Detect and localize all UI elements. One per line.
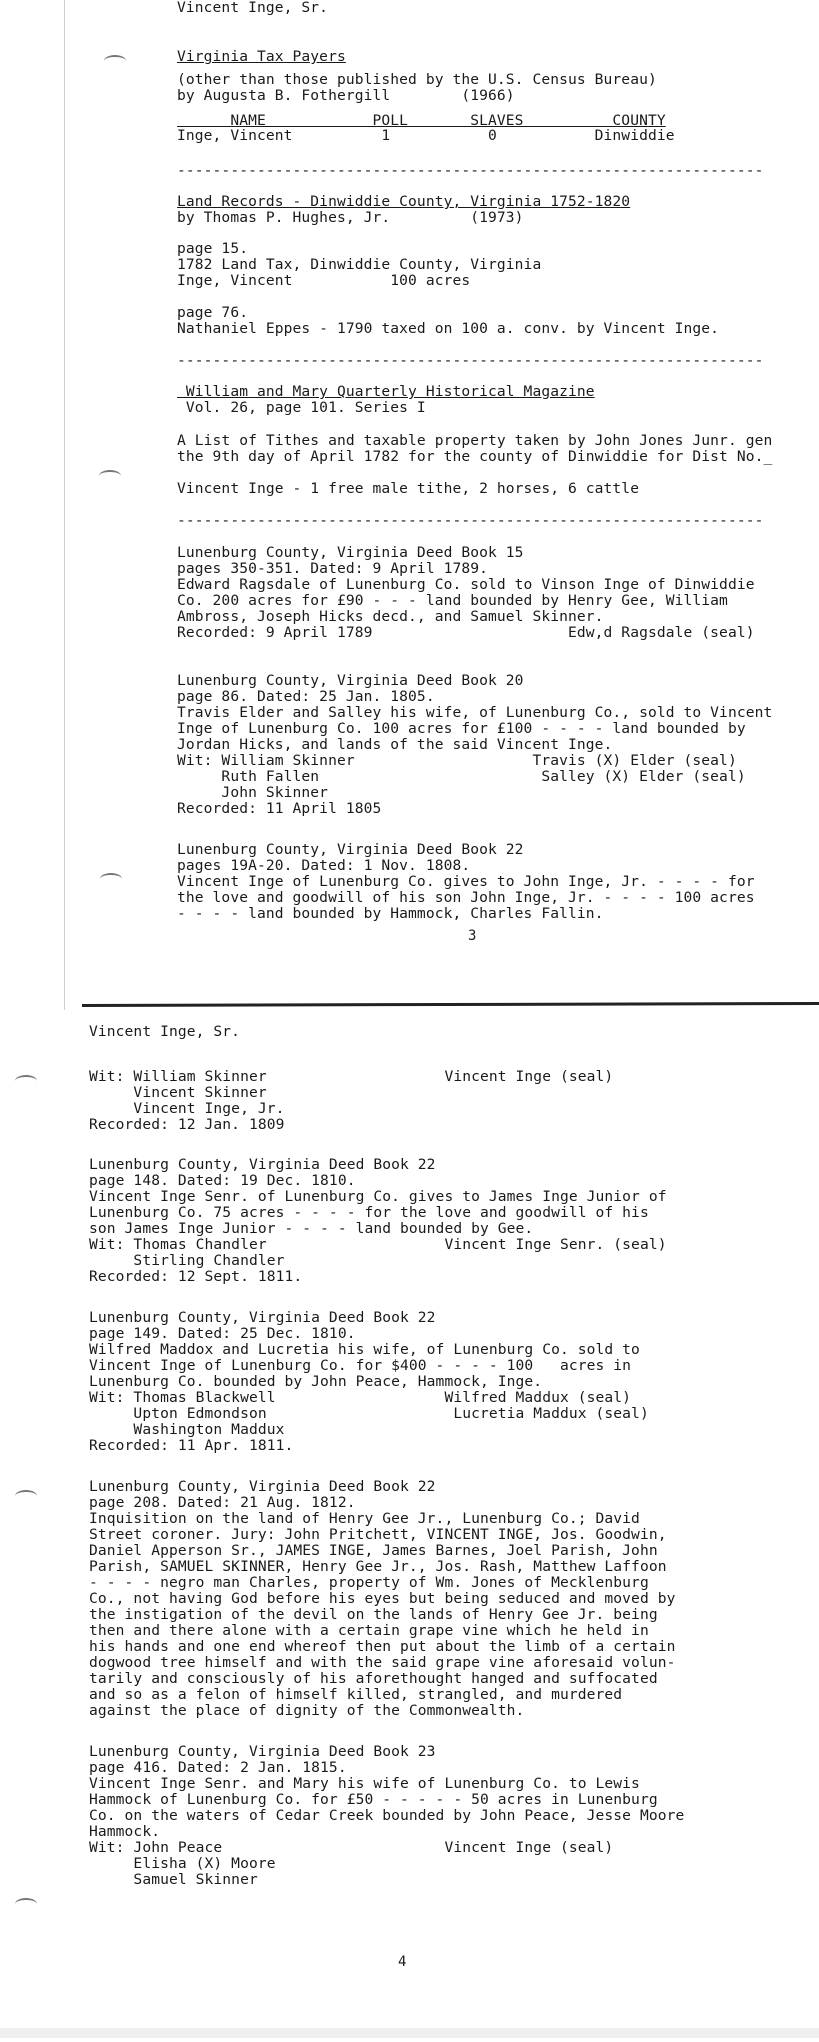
text-line: against the place of dignity of the Commonwealth. — [89, 1702, 525, 1719]
deed-heading: Lunenburg County, Virginia Deed Book 15 — [177, 544, 524, 561]
text-line: Recorded: 11 Apr. 1811. — [89, 1437, 294, 1454]
text-line: Recorded: 9 April 1789 Edw,d Ragsdale (seal) — [177, 624, 755, 641]
text-line: Wit: William Skinner Travis (X) Elder (seal) — [177, 752, 737, 769]
text-line: page 208. Dated: 21 Aug. 1812. — [89, 1494, 356, 1511]
text-line: by Augusta B. Fothergill (1966) — [177, 87, 515, 104]
text-line: Wit: Thomas Chandler Vincent Inge Senr. (seal) — [89, 1236, 667, 1253]
source-title: Virginia Tax Payers — [177, 48, 346, 65]
text-line: Vincent Inge of Lunenburg Co. for $400 - - - - 100 acres in — [89, 1357, 632, 1374]
text-line: Samuel Skinner — [89, 1871, 258, 1888]
text-line: Edward Ragsdale of Lunenburg Co. sold to Vinson Inge of Dinwiddie — [177, 576, 755, 593]
text-line: his hands and one end whereof then put about the limb of a certain — [89, 1638, 676, 1655]
page-separator — [82, 1002, 819, 1007]
source-title: Land Records - Dinwiddie County, Virginia 1752-1820 — [177, 193, 631, 210]
text-line: page 416. Dated: 2 Jan. 1815. — [89, 1759, 347, 1776]
text-line: (other than those published by the U.S. Census Bureau) — [177, 71, 657, 88]
text-line: pages 19A-20. Dated: 1 Nov. 1808. — [177, 857, 471, 874]
text-line: Vincent Inge - 1 free male tithe, 2 horses, 6 cattle — [177, 480, 640, 497]
text-line: Elisha (X) Moore — [89, 1855, 276, 1872]
text-line: Vol. 26, page 101. Series I — [177, 399, 426, 416]
text-line: Travis Elder and Salley his wife, of Lunenburg Co., sold to Vincent — [177, 704, 773, 721]
text-line: page 76. — [177, 304, 249, 321]
deed-heading: Lunenburg County, Virginia Deed Book 20 — [177, 672, 524, 689]
source-title: William and Mary Quarterly Historical Magazine — [177, 383, 595, 400]
text-line: page 149. Dated: 25 Dec. 1810. — [89, 1325, 356, 1342]
text-line: Inquisition on the land of Henry Gee Jr., Lunenburg Co.; David — [89, 1510, 640, 1527]
text-line: page 148. Dated: 19 Dec. 1810. — [89, 1172, 356, 1189]
text-line: Vincent Inge Senr. of Lunenburg Co. gives to James Inge Junior of — [89, 1188, 667, 1205]
text-line: page 86. Dated: 25 Jan. 1805. — [177, 688, 435, 705]
text-line: Jordan Hicks, and lands of the said Vincent Inge. — [177, 736, 613, 753]
text-line: Inge, Vincent 100 acres — [177, 272, 471, 289]
binder-hole-mark — [99, 470, 121, 482]
text-line: Daniel Apperson Sr., JAMES INGE, James Barnes, Joel Parish, John — [89, 1542, 658, 1559]
deed-heading: Lunenburg County, Virginia Deed Book 22 — [89, 1478, 436, 1495]
text-line: the 9th day of April 1782 for the county of Dinwiddie for Dist No._ — [177, 448, 773, 465]
page-number: 4 — [398, 1954, 407, 1970]
divider-line: ------------------------------------------------------------------ — [177, 352, 764, 369]
text-line: Ruth Fallen Salley (X) Elder (seal) — [177, 768, 746, 785]
text-line: Nathaniel Eppes - 1790 taxed on 100 a. conv. by Vincent Inge. — [177, 320, 720, 337]
text-line: Parish, SAMUEL SKINNER, Henry Gee Jr., Jos. Rash, Matthew Laffoon — [89, 1558, 667, 1575]
text-line: Co. 200 acres for £90 - - - land bounded by Henry Gee, William — [177, 592, 728, 609]
text-line: the love and goodwill of his son John Inge, Jr. - - - - 100 acres — [177, 889, 755, 906]
text-line: Vincent Inge of Lunenburg Co. gives to John Inge, Jr. - - - - for — [177, 873, 755, 890]
text-line: Recorded: 12 Sept. 1811. — [89, 1268, 303, 1285]
binder-hole-mark — [15, 1898, 37, 1910]
text-line: A List of Tithes and taxable property taken by John Jones Junr. gen — [177, 432, 773, 449]
page-header: Vincent Inge, Sr. — [89, 1023, 241, 1040]
text-line: Hammock of Lunenburg Co. for £50 - - - - - 50 acres in Lunenburg — [89, 1791, 658, 1808]
text-line: Recorded: 12 Jan. 1809 — [89, 1116, 285, 1133]
text-line: Wit: Thomas Blackwell Wilfred Maddux (seal) — [89, 1389, 632, 1406]
text-line: and so as a felon of himself killed, strangled, and murdered — [89, 1686, 623, 1703]
text-line: Hammock. — [89, 1823, 161, 1840]
table-row: Inge, Vincent 1 0 Dinwiddie — [177, 127, 675, 144]
text-line: 1782 Land Tax, Dinwiddie County, Virginia — [177, 256, 542, 273]
text-line: Inge of Lunenburg Co. 100 acres for £100 - - - - land bounded by — [177, 720, 746, 737]
text-line: Vincent Inge, Jr. — [89, 1100, 285, 1117]
deed-heading: Lunenburg County, Virginia Deed Book 22 — [89, 1156, 436, 1173]
deed-heading: Lunenburg County, Virginia Deed Book 22 — [177, 841, 524, 858]
text-line: pages 350-351. Dated: 9 April 1789. — [177, 560, 489, 577]
text-line: - - - - negro man Charles, property of Wm. Jones of Mecklenburg — [89, 1574, 649, 1591]
binder-hole-mark — [104, 55, 126, 67]
text-line: Recorded: 11 April 1805 — [177, 800, 382, 817]
text-line: Co., not having God before his eyes but being seduced and moved by — [89, 1590, 676, 1607]
text-line: Wit: William Skinner Vincent Inge (seal) — [89, 1068, 614, 1085]
text-line: dogwood tree himself and with the said grape vine aforesaid volun- — [89, 1654, 676, 1671]
binder-hole-mark — [15, 1075, 37, 1087]
text-line: Lunenburg Co. 75 acres - - - - for the love and goodwill of his — [89, 1204, 649, 1221]
text-line: the instigation of the devil on the lands of Henry Gee Jr. being — [89, 1606, 658, 1623]
text-line: son James Inge Junior - - - - land bounded by Gee. — [89, 1220, 534, 1237]
text-line: - - - - land bounded by Hammock, Charles Fallin. — [177, 905, 604, 922]
text-line: page 15. — [177, 240, 249, 257]
divider-line: ------------------------------------------------------------------ — [177, 162, 764, 179]
divider-line: ------------------------------------------------------------------ — [177, 512, 764, 529]
document-page-3 — [0, 0, 819, 1010]
page-number: 3 — [468, 928, 477, 944]
text-line: Ambross, Joseph Hicks decd., and Samuel Skinner. — [177, 608, 604, 625]
text-line: Wilfred Maddox and Lucretia his wife, of Lunenburg Co. sold to — [89, 1341, 640, 1358]
text-line: Vincent Skinner — [89, 1084, 267, 1101]
table-header: NAME POLL SLAVES COUNTY — [177, 112, 666, 129]
text-line: tarily and consciously of his aforethought hanged and suffocated — [89, 1670, 658, 1687]
text-line: then and there alone with a certain grape vine which he held in — [89, 1622, 649, 1639]
text-line: John Skinner — [177, 784, 329, 801]
document-page-4 — [0, 1012, 819, 2042]
scan-bottom-edge — [0, 2028, 819, 2038]
binder-hole-mark — [100, 873, 122, 885]
deed-heading: Lunenburg County, Virginia Deed Book 22 — [89, 1309, 436, 1326]
text-line: Street coroner. Jury: John Pritchett, VINCENT INGE, Jos. Goodwin, — [89, 1526, 667, 1543]
text-line: Vincent Inge Senr. and Mary his wife of Lunenburg Co. to Lewis — [89, 1775, 640, 1792]
page-edge-line — [64, 0, 65, 1010]
text-line: Washington Maddux — [89, 1421, 285, 1438]
text-line: Wit: John Peace Vincent Inge (seal) — [89, 1839, 614, 1856]
binder-hole-mark — [15, 1490, 37, 1502]
text-line: Co. on the waters of Cedar Creek bounded by John Peace, Jesse Moore — [89, 1807, 685, 1824]
text-line: by Thomas P. Hughes, Jr. (1973) — [177, 209, 524, 226]
text-line: Stirling Chandler — [89, 1252, 285, 1269]
deed-heading: Lunenburg County, Virginia Deed Book 23 — [89, 1743, 436, 1760]
text-line: Upton Edmondson Lucretia Maddux (seal) — [89, 1405, 649, 1422]
text-line: Lunenburg Co. bounded by John Peace, Hammock, Inge. — [89, 1373, 543, 1390]
page-header: Vincent Inge, Sr. — [177, 0, 329, 16]
